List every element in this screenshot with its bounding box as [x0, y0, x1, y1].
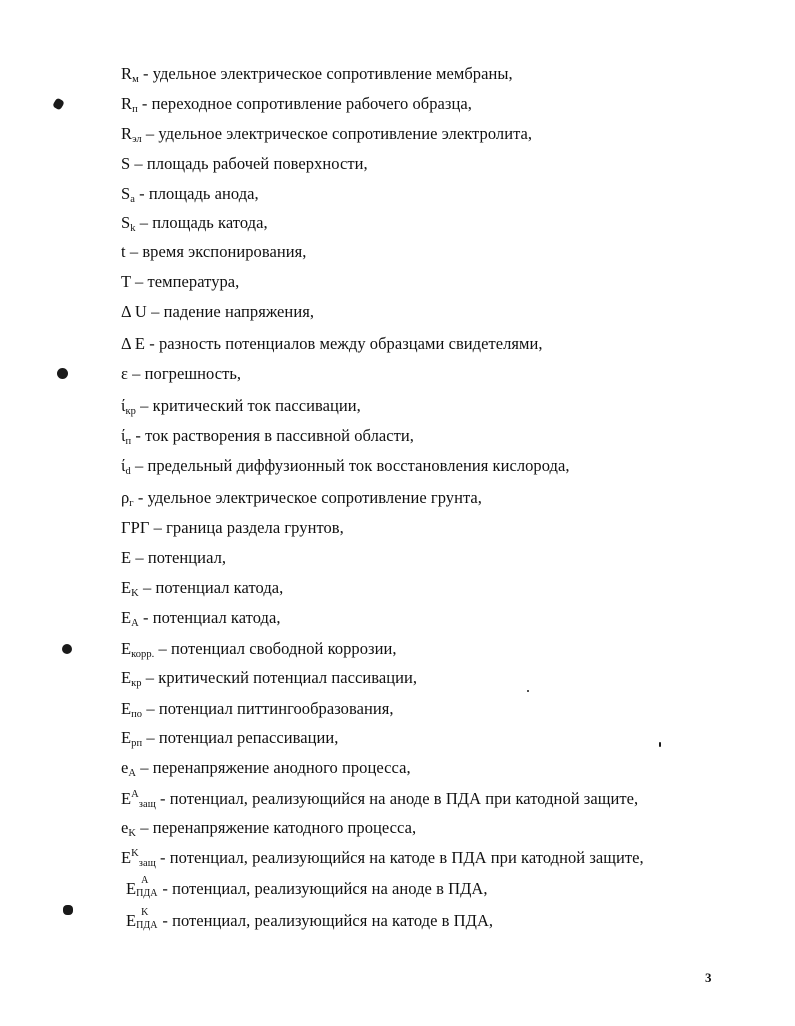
notation-subscript: ПДА — [136, 920, 158, 931]
notation-subscript: по — [131, 709, 143, 720]
notation-dash: – — [140, 758, 149, 777]
notation-description: переходное сопротивление рабочего образца, — [151, 94, 472, 113]
notation-line — [121, 242, 306, 262]
notation-line — [121, 154, 368, 174]
notation-dash: – — [132, 364, 141, 383]
notation-superscript: A — [141, 875, 149, 886]
notation-subscript: а — [130, 194, 135, 205]
notation-symbol: ί — [121, 456, 126, 475]
notation-description: падение напряжения, — [163, 302, 315, 321]
notation-subscript: защ — [138, 858, 156, 869]
scan-mark-2 — [57, 368, 68, 379]
notation-symbol: Δ U — [121, 302, 147, 321]
notation-subscript: г — [129, 498, 134, 509]
notation-line — [121, 94, 472, 114]
notation-line — [126, 875, 488, 899]
notation-symbol: ρ — [121, 488, 130, 507]
notation-description: разность потенциалов между образцами свидетелями, — [158, 334, 543, 353]
notation-description: перенапряжение катодного процесса, — [152, 818, 417, 837]
notation-superscript: K — [141, 907, 149, 918]
notation-description: критический ток пассивации, — [152, 396, 361, 415]
notation-description: время экспонирования, — [142, 242, 307, 261]
notation-description: удельное электрическое сопротивление электролита, — [158, 124, 533, 143]
notation-subscript: кр — [131, 678, 142, 689]
notation-description: площадь анода, — [148, 184, 259, 203]
notation-subscript: d — [125, 466, 131, 477]
notation-line — [121, 488, 482, 508]
notation-dash: - — [162, 911, 168, 930]
notation-line — [121, 426, 414, 446]
notation-line — [121, 848, 644, 868]
notation-dash: – — [146, 728, 155, 747]
notation-dash: – — [145, 124, 155, 143]
notation-symbol: E — [126, 879, 137, 898]
notation-symbol: R — [121, 94, 133, 113]
notation-subscript: K — [131, 588, 139, 599]
notation-line — [121, 789, 638, 809]
notation-dash: – — [135, 548, 144, 567]
notation-line — [121, 456, 570, 476]
notation-description: граница раздела грунтов, — [166, 518, 344, 537]
notation-subscript: м — [132, 74, 139, 85]
notation-dash: - — [149, 334, 155, 353]
notation-subscript: K — [128, 828, 137, 839]
notation-dash: – — [146, 699, 155, 718]
notation-dash: - — [137, 488, 144, 507]
notation-dash: - — [141, 94, 148, 113]
notation-dash: - — [135, 426, 141, 445]
notation-line — [121, 213, 268, 233]
notation-line — [121, 608, 281, 628]
notation-symbol: R — [121, 124, 133, 143]
notation-subscript: п — [132, 104, 138, 115]
notation-dash: – — [135, 456, 144, 475]
notation-dash: – — [151, 302, 160, 321]
notation-line — [126, 907, 494, 931]
notation-subscript: A — [128, 768, 137, 779]
notation-symbol: R — [121, 64, 133, 83]
notation-description: площадь рабочей поверхности, — [146, 154, 368, 173]
notation-description: потенциал питтингообразования, — [158, 699, 394, 718]
notation-symbol: E — [121, 608, 132, 627]
notation-symbol: E — [121, 639, 132, 658]
notation-symbol: e — [121, 818, 129, 837]
notation-subscript: корр. — [131, 649, 155, 660]
notation-symbol: E — [121, 789, 132, 808]
notation-description: потенциал, реализующийся на аноде в ПДА, — [172, 879, 488, 898]
notation-line — [121, 548, 226, 568]
notation-dash: – — [142, 578, 152, 597]
notation-description: температура, — [147, 272, 240, 291]
notation-subscript: кр — [125, 406, 136, 417]
notation-description: потенциал, реализующийся на катоде в ПДА при катодной защите, — [169, 848, 644, 867]
notation-dash: - — [160, 789, 166, 808]
notation-dash: – — [129, 242, 139, 261]
notation-dash: – — [139, 213, 149, 232]
notation-line — [121, 184, 259, 204]
notation-line — [121, 818, 416, 838]
scan-mark-4 — [63, 905, 73, 915]
notation-description: потенциал катода, — [152, 608, 281, 627]
notation-symbol: S — [121, 154, 131, 173]
scan-speck-2 — [527, 690, 529, 692]
notation-symbol: E — [121, 668, 132, 687]
notation-symbol: ί — [121, 396, 126, 415]
notation-dash: – — [153, 518, 162, 537]
notation-line — [121, 334, 543, 354]
notation-symbol: E — [121, 578, 132, 597]
notation-superscript: A — [131, 789, 139, 800]
notation-symbol: S — [121, 213, 131, 232]
notation-line — [121, 639, 397, 659]
notation-dash: - — [160, 848, 166, 867]
notation-symbol: ГРГ — [121, 518, 150, 537]
notation-description: потенциал свободной коррозии, — [171, 639, 397, 658]
notation-description: критический потенциал пассивации, — [158, 668, 418, 687]
notation-dash: – — [158, 639, 167, 658]
notation-index-stack — [136, 907, 158, 931]
notation-line — [121, 728, 338, 748]
scan-speck-1 — [659, 742, 661, 747]
notation-line — [121, 699, 394, 719]
notation-subscript: защ — [138, 799, 156, 810]
notation-index-stack — [136, 875, 158, 899]
notation-description: площадь катода, — [152, 213, 268, 232]
notation-line — [121, 578, 283, 598]
notation-dash: - — [142, 64, 149, 83]
notation-description: потенциал, — [147, 548, 227, 567]
notation-dash: - — [139, 184, 145, 203]
notation-line — [121, 396, 361, 416]
notation-line — [121, 758, 411, 778]
notation-line — [121, 518, 344, 538]
notation-line — [121, 124, 532, 144]
notation-symbol: T — [121, 272, 131, 291]
notation-subscript: п — [125, 436, 132, 447]
scan-mark-3 — [62, 644, 72, 654]
notation-dash: – — [145, 668, 155, 687]
notation-symbol: E — [121, 548, 132, 567]
notation-subscript: эл — [132, 134, 142, 145]
notation-dash: – — [135, 272, 144, 291]
notation-subscript: ПДА — [136, 888, 158, 899]
notation-description: погрешность, — [144, 364, 242, 383]
notation-line — [121, 64, 513, 84]
notation-description: ток растворения в пассивной области, — [145, 426, 414, 445]
notation-subscript: рп — [131, 738, 143, 749]
notation-subscript: A — [131, 618, 139, 629]
notation-description: потенциал репассивации, — [158, 728, 339, 747]
notation-symbol: E — [121, 728, 132, 747]
notation-dash: - — [142, 608, 149, 627]
notation-description: потенциал, реализующийся на катоде в ПДА, — [172, 911, 494, 930]
notation-line — [121, 364, 241, 384]
notation-line — [121, 272, 239, 292]
page-number: 3 — [705, 970, 712, 985]
notation-symbol: ε — [121, 364, 128, 383]
notation-symbol: E — [126, 911, 137, 930]
notation-superscript: K — [131, 848, 139, 859]
notation-symbol: ί — [121, 426, 126, 445]
notation-symbol: Δ E — [121, 334, 146, 353]
notation-symbol: E — [121, 848, 132, 867]
notation-symbol: E — [121, 699, 132, 718]
notation-description: перенапряжение анодного процесса, — [152, 758, 411, 777]
notation-dash: – — [140, 396, 149, 415]
notation-dash: – — [134, 154, 143, 173]
notation-line — [121, 302, 314, 322]
notation-subscript: k — [130, 223, 136, 234]
notation-description: удельное электрическое сопротивление мембраны, — [152, 64, 513, 83]
notation-symbol: e — [121, 758, 129, 777]
notation-description: потенциал, реализующийся на аноде в ПДА при катодной защите, — [169, 789, 639, 808]
notation-description: предельный диффузионный ток восстановления кислорода, — [147, 456, 570, 475]
notation-line — [121, 668, 417, 688]
notation-dash: - — [162, 879, 168, 898]
notation-description: потенциал катода, — [155, 578, 284, 597]
notation-symbol: S — [121, 184, 131, 203]
notation-description: удельное электрическое сопротивление грунта, — [147, 488, 482, 507]
notation-dash: – — [140, 818, 149, 837]
scan-mark-1 — [52, 97, 65, 110]
notation-symbol: t — [121, 242, 126, 261]
